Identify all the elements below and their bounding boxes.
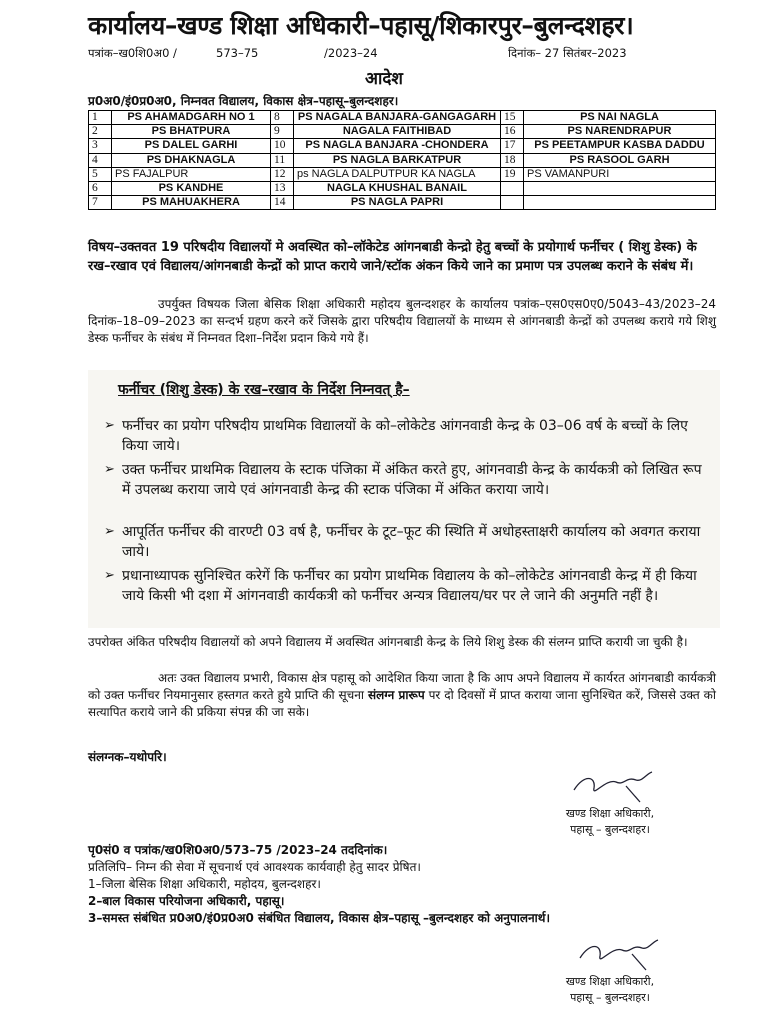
forward-item-3: 3–समस्त संबंधित प्र0अ0/इं0प्र0अ0 संबंधित विद्यालय, विकास क्षेत्र–पहासू –बुलन्दशहर को अनुपालनार्थ। (88, 911, 551, 925)
instruction-bullet: ➢ फर्नीचर का प्रयोग परिषदीय प्राथमिक विद्यालयों के को–लोकेटेड आंगनवाडी केन्द्र के 03–06 वर्ष के बच्चों के लिए किया जाये। (104, 418, 688, 454)
school-name: PS VAMANPURI (524, 167, 716, 181)
school-number: 8 (271, 111, 294, 125)
school-number: 15 (501, 111, 524, 125)
school-name: NAGLA KHUSHAL BANAIL (294, 181, 501, 195)
signatory-location: पहासू – बुलन्दशहर। (570, 823, 650, 836)
arrow-bullet-icon: ➢ (104, 418, 115, 433)
table-row (89, 181, 716, 195)
instruction-bullet: ➢ उक्त फर्नीचर प्राथमिक विद्यालय के स्टाक पंजिका में अंकित करते हुए, आंगनवाडी केन्द्र के कार्यकत्री को लिखित रूप में उपलब्ध कराया जाये एवं आंगनवाडी केन्द्र की स्टाक पंजिका में अंकित कराया जाये। (104, 462, 702, 498)
school-name (524, 181, 716, 195)
school-number: 1 (89, 111, 112, 125)
signature-block (540, 974, 680, 1006)
paragraph-reference: उपर्युक्त विषयक जिला बेसिक शिक्षा अधिकारी महोदय बुलन्दशहर के कार्यालय पत्रांक–एस0एस0ए0/5043–43/2023–24 दिनांक–18–09–2023 का सन्दर्भ ग्रहण करने करें जिसके द्वारा परिषदीय विद्यालयों के माध्यम से आंगनबाडी केन्द्रों को उपलब्ध कराये गये शिशु डेस्क फर्नीचर के संबंध में निम्नवत दिशा–निर्देश प्रदान किये गये हैं। (88, 297, 716, 345)
paragraph-directive: अतः उक्त विद्यालय प्रभारी, विकास क्षेत्र पहासू को आदेशित किया जाता है कि आप अपने विद्यालय में कार्यरत आंगनबाडी कार्यकत्री को उक्त फर्नीचर नियमानुसार हस्तगत करते हुये प्राप्ति की सूचना संलग्न प्रारूप पर दो दिवसों में प्राप्त कराया जाना सुनिश्चित करें, जिससे उक्त को सत्यापित कराये जाने की प्रकिया संपन्न की जा सके। (88, 671, 716, 719)
school-name: PS NAGLA BARKATPUR (294, 153, 501, 167)
ref-year: /2023–24 (324, 46, 378, 60)
school-number: 18 (501, 153, 524, 167)
signature-scribble (572, 936, 672, 972)
table-row (89, 111, 716, 125)
table-row (89, 125, 716, 139)
school-name: PS NAGLA PAPRI (294, 196, 501, 210)
school-name: PS DHAKNAGLA (112, 153, 271, 167)
ref-date: दिनांक– 27 सितंबर–2023 (508, 46, 627, 60)
school-name: PS PEETAMPUR KASBA DADDU (524, 139, 716, 153)
table-row (89, 196, 716, 210)
paragraph-receipt: उपरोक्त अंकित परिषदीय विद्यालयों को अपने विद्यालय में अवस्थित आंगनबाडी केन्द्र के लिये शिशु डेस्क की संलग्न प्राप्ति करायी जा चुकी है। (88, 635, 688, 649)
school-name: PS AHAMADGARH NO 1 (112, 111, 271, 125)
table-row (89, 167, 716, 181)
instruction-bullet: ➢ प्रधानाध्यापक सुनिश्चित करेगें कि फर्नीचर का प्रयोग प्राथमिक विद्यालय के को–लोकेटेड आंगनवाडी केन्द्र में ही किया जाये किसी भी दशा में आंगनवाडी कार्यकत्री को फर्नीचर अन्यत्र विद्यालय/घर पर ले जाने की अनुमति नहीं है। (104, 568, 697, 604)
school-name: PS NARENDRAPUR (524, 125, 716, 139)
table-row (89, 153, 716, 167)
signature-scribble (566, 768, 666, 804)
arrow-bullet-icon: ➢ (104, 462, 115, 477)
table-row (89, 139, 716, 153)
forward-intro: प्रतिलिपि– निम्न की सेवा में सूचनार्थ एवं आवश्यक कार्यवाही हेतु सादर प्रेषित। (88, 860, 421, 874)
school-number: 11 (271, 153, 294, 167)
school-name: PS FAJALPUR (112, 167, 271, 181)
school-name: PS NAI NAGLA (524, 111, 716, 125)
order-heading: आदेश (365, 69, 403, 89)
school-number: 4 (89, 153, 112, 167)
school-number: 19 (501, 167, 524, 181)
school-name: ps NAGLA DALPUTPUR KA NAGLA (294, 167, 501, 181)
school-number: 10 (271, 139, 294, 153)
school-name (524, 196, 716, 210)
school-number: 12 (271, 167, 294, 181)
school-number: 3 (89, 139, 112, 153)
school-name: PS RASOOL GARH (524, 153, 716, 167)
forward-item-1: 1–जिला बेसिक शिक्षा अधिकारी, महोदय, बुलन्दशहर। (88, 877, 321, 891)
school-number: 13 (271, 181, 294, 195)
signatory-designation: खण्ड शिक्षा अधिकारी, (565, 807, 655, 820)
office-title: कार्यालय–खण्ड शिक्षा अधिकारी–पहासू/शिकारपुर–बुलन्दशहर। (88, 11, 634, 40)
subject-line: विषय–उक्तवत 19 परिषदीय विद्यालयों मे अवस्थित को–लॉकेटेड आंगनबाडी केन्द्रो हेतु बच्चों के प्रयोगार्थ फर्नीचर ( शिशु डेस्क) के रख–रखाव एवं विद्यालय/आंगनबाडी केन्द्रों को प्राप्त कराये जाने/स्टॉक अंकन किये जाने का प्रमाण पत्र उपलब्ध कराने के संबंध में। (88, 240, 697, 274)
school-name: PS KANDHE (112, 181, 271, 195)
ref-number: 573–75 (216, 46, 259, 60)
schools-table (88, 110, 716, 210)
school-number: 7 (89, 196, 112, 210)
school-name: PS NAGLA BANJARA -CHONDERA (294, 139, 501, 153)
school-name: NAGALA FAITHIBAD (294, 125, 501, 139)
school-name: PS MAHUAKHERA (112, 196, 271, 210)
school-number: 16 (501, 125, 524, 139)
school-number: 14 (271, 196, 294, 210)
school-number: 6 (89, 181, 112, 195)
school-number (501, 196, 524, 210)
school-number (501, 181, 524, 195)
signatory-designation: खण्ड शिक्षा अधिकारी, (565, 975, 655, 988)
school-intro: प्र0अ0/इं0प्र0अ0, निम्नवत विद्यालय, विकास क्षेत्र–पहासू–बुलन्दशहर। (88, 94, 399, 108)
arrow-bullet-icon: ➢ (104, 568, 115, 583)
forwarding-section (88, 842, 728, 927)
forward-item-2: 2–बाल विकास परियोजना अधिकारी, पहासू। (88, 894, 285, 908)
instruction-bullet: ➢ आपूर्तित फर्नीचर की वारण्टी 03 वर्ष है, फर्नीचर के टूट–फूट की स्थिति में अधोहस्ताक्षरी कार्यालय को अवगत कराया जाये। (104, 524, 701, 560)
school-name: PS BHATPURA (112, 125, 271, 139)
school-number: 5 (89, 167, 112, 181)
instructions-heading: फर्नीचर (शिशु डेस्क) के रख–रखाव के निर्देश निम्नवत् है– (118, 382, 410, 398)
attached-format-text: संलग्न प्रारूप (367, 688, 425, 702)
school-number: 17 (501, 139, 524, 153)
signatory-location: पहासू – बुलन्दशहर। (570, 991, 650, 1004)
school-number: 2 (89, 125, 112, 139)
signature-block (540, 806, 680, 838)
school-number: 9 (271, 125, 294, 139)
ref-prefix: पत्रांक–ख0शि0अ0 / (88, 46, 177, 60)
school-name: PS DALEL GARHI (112, 139, 271, 153)
school-name: PS NAGALA BANJARA-GANGAGARH (294, 111, 501, 125)
enclosure-note: संलग्नक–यथोपरि। (88, 750, 167, 764)
arrow-bullet-icon: ➢ (104, 524, 115, 539)
forward-ref: पृ0सं0 व पत्रांक/ख0शि0अ0/573–75 /2023–24 तददिनांक। (88, 843, 388, 857)
